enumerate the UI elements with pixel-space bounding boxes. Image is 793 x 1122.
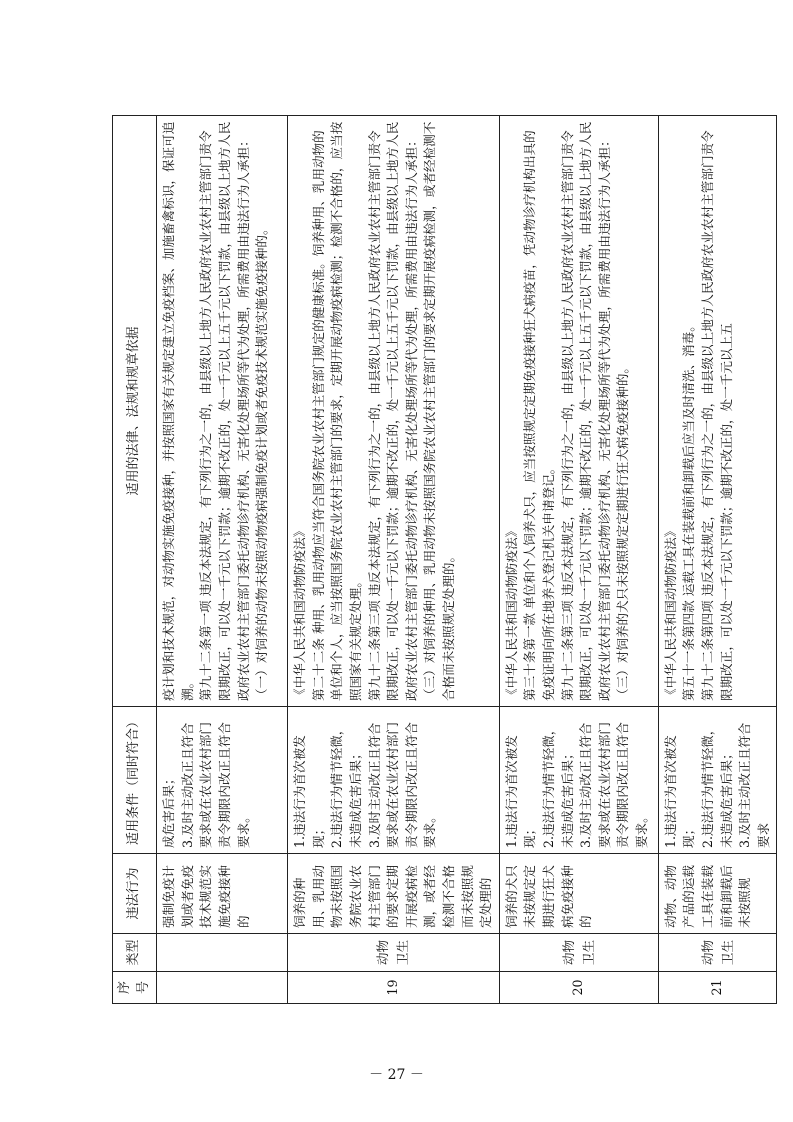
- legal-basis-paragraph: 第三十条第一款 单位和个人饲养犬只，应当按照规定定期免疫接种狂犬病疫苗，凭动物诊疗机构出具的免疫证明向所在地养犬登记机关申请登记。: [522, 130, 556, 701]
- row-type-line: 动物: [375, 939, 391, 966]
- condition-item: 成危害后果；: [161, 772, 177, 848]
- row-number: [157, 972, 288, 1004]
- row-type: [658, 934, 777, 972]
- row-type-line: 卫生: [395, 939, 411, 966]
- condition-item: 2.违法行为情节轻微，未造成危害后果；: [540, 722, 575, 848]
- condition-item: 2.违法行为情节轻微，未造成危害后果；: [699, 722, 734, 848]
- table-header-row: [113, 116, 157, 1004]
- row-violation-act: 饲养的犬只未按规定定期进行狂犬病免疫接种的: [499, 854, 658, 934]
- row-legal-basis: [157, 116, 288, 707]
- row-number: 21: [658, 972, 777, 1004]
- condition-item: 3.及时主动改正且符合要求或在农业农村部门责令期限内改正且符合要求。: [179, 722, 251, 848]
- table-body: [157, 116, 777, 1004]
- condition-item: 3.及时主动改正且符合要求: [737, 722, 771, 848]
- row-type-line: 动物: [699, 939, 715, 966]
- legal-basis-paragraph: 《中华人民共和国动物防疫法》: [503, 524, 519, 701]
- legal-basis-paragraph: 第九十二条第三项 违反本法规定，有下列行为之一的，由县级以上地方人民政府农业农村主管部门责令限期改正，可以处一千元以下罚款；逾期不改正的，处一千元以上五千元以下罚款，由县级以上地方人民政府农业农村主管部门委托动物诊疗机构、无害化处理场所等代为处理，所需费用由违法行为人承担：（三）对饲养的犬只未按照规定定期进行狂犬病免疫接种的。: [559, 121, 631, 701]
- row-conditions: [658, 707, 777, 854]
- row-type-line: 卫生: [719, 939, 735, 966]
- table-row: [288, 116, 500, 1004]
- legal-basis-paragraph: 第九十二条第一项 违反本法规定，有下列行为之一的，由县级以上地方人民政府农业农村主管部门责令限期改正，可以处一千元以下罚款；逾期不改正的，处一千元以上五千元以下罚款，由县级以上地方人民政府农业农村主管部门委托动物诊疗机构、无害化处理场所等代为处理，所需费用由违法行为人承担：（一）对饲养的动物未按照动物疫病强制免疫计划或者免疫技术规范实施免疫接种的。: [198, 121, 270, 701]
- header-no: 序号: [113, 972, 157, 1004]
- row-type: [499, 934, 658, 972]
- violation-table: [112, 115, 777, 1004]
- header-act: 违法行为: [113, 854, 157, 934]
- condition-item: 3.及时主动改正且符合要求或在农业农村部门责令期限内改正且符合要求。: [366, 722, 438, 848]
- condition-item: 2.违法行为情节轻微，未造成危害后果；: [329, 722, 363, 848]
- row-number: 19: [288, 972, 500, 1004]
- row-conditions: [157, 707, 288, 854]
- legal-basis-paragraph: 第九十二条第四项 违反本法规定，有下列行为之一的，由县级以上地方人民政府农业农村主管部门责令限期改正，可以处一千元以下罚款；逾期不改正的，处一千元以上五: [699, 130, 734, 701]
- condition-item: 1.违法行为首次被发现；: [662, 735, 697, 848]
- header-type: 类型: [113, 934, 157, 972]
- row-violation-act: 动物、动物产品的运载工具在装载前和卸载后未按照规: [658, 854, 777, 934]
- row-number: 20: [499, 972, 658, 1004]
- header-law: 适用的法律、法规和规章依据: [113, 116, 157, 707]
- row-type-line: 动物: [560, 939, 576, 966]
- legal-basis-paragraph: 《中华人民共和国动物防疫法》: [662, 524, 678, 701]
- page-number: － 27 －: [369, 1067, 424, 1083]
- row-conditions: [499, 707, 658, 854]
- legal-basis-paragraph: 疫计划和技术规范，对动物实施免疫接种，并按照国家有关规定建立免疫档案、加施畜禽标识，保证可追溯。: [161, 121, 195, 701]
- row-legal-basis: [288, 116, 500, 707]
- row-type: [157, 934, 288, 972]
- row-type: [288, 934, 500, 972]
- legal-basis-paragraph: 第二十二条 种用、乳用动物应当符合国务院农业农村主管部门规定的健康标准。饲养种用、乳用动物的单位和个人，应当按照国务院农业农村主管部门的要求，定期开展动物疫病检测；检测不合格的，应当按照国家有关规定处理。: [310, 121, 363, 701]
- table-row: [499, 116, 658, 1004]
- legal-basis-paragraph: 第九十二条第三项 违反本法规定，有下列行为之一的，由县级以上地方人民政府农业农村主管部门责令限期改正，可以处一千元以下罚款；逾期不改正的，处一千元以上五千元以下罚款，由县级以上地方人民政府农业农村主管部门委托动物诊疗机构、无害化处理场所等代为处理，所需费用由违法行为人承担：（三）对饲养的种用、乳用动物未按照国务院农业农村主管部门的要求定期开展疫病检测，或者经检测不合格而未按照规定处理的。: [366, 121, 456, 701]
- condition-item: 1.违法行为首次被发现；: [503, 735, 538, 848]
- row-violation-act: 饲养的种用、乳用动物未按照国务院农业农村主管部门的要求定期开展疫病检测，或者经检测不合格而未按照规定处理的: [288, 854, 500, 934]
- row-legal-basis: [658, 116, 777, 707]
- table-row: [658, 116, 777, 1004]
- row-legal-basis: [499, 116, 658, 707]
- legal-basis-paragraph: 《中华人民共和国动物防疫法》: [292, 524, 308, 701]
- row-type-line: 卫生: [580, 939, 596, 966]
- rotated-table-page: [112, 116, 771, 1004]
- legal-basis-paragraph: 第五十一条第四款 运载工具在装载前和卸载后应当及时清洗、消毒。: [681, 319, 697, 701]
- condition-item: 3.及时主动改正且符合要求或在农业农村部门责令期限内改正且符合要求。: [578, 722, 649, 848]
- row-conditions: [288, 707, 500, 854]
- header-cond: 适用条件（同时符合）: [113, 707, 157, 854]
- row-violation-act: 强制免疫计划或者免疫技术规范实施免疫接种的: [157, 854, 288, 934]
- table-row: [157, 116, 288, 1004]
- condition-item: 1.违法行为首次被发现；: [292, 735, 326, 848]
